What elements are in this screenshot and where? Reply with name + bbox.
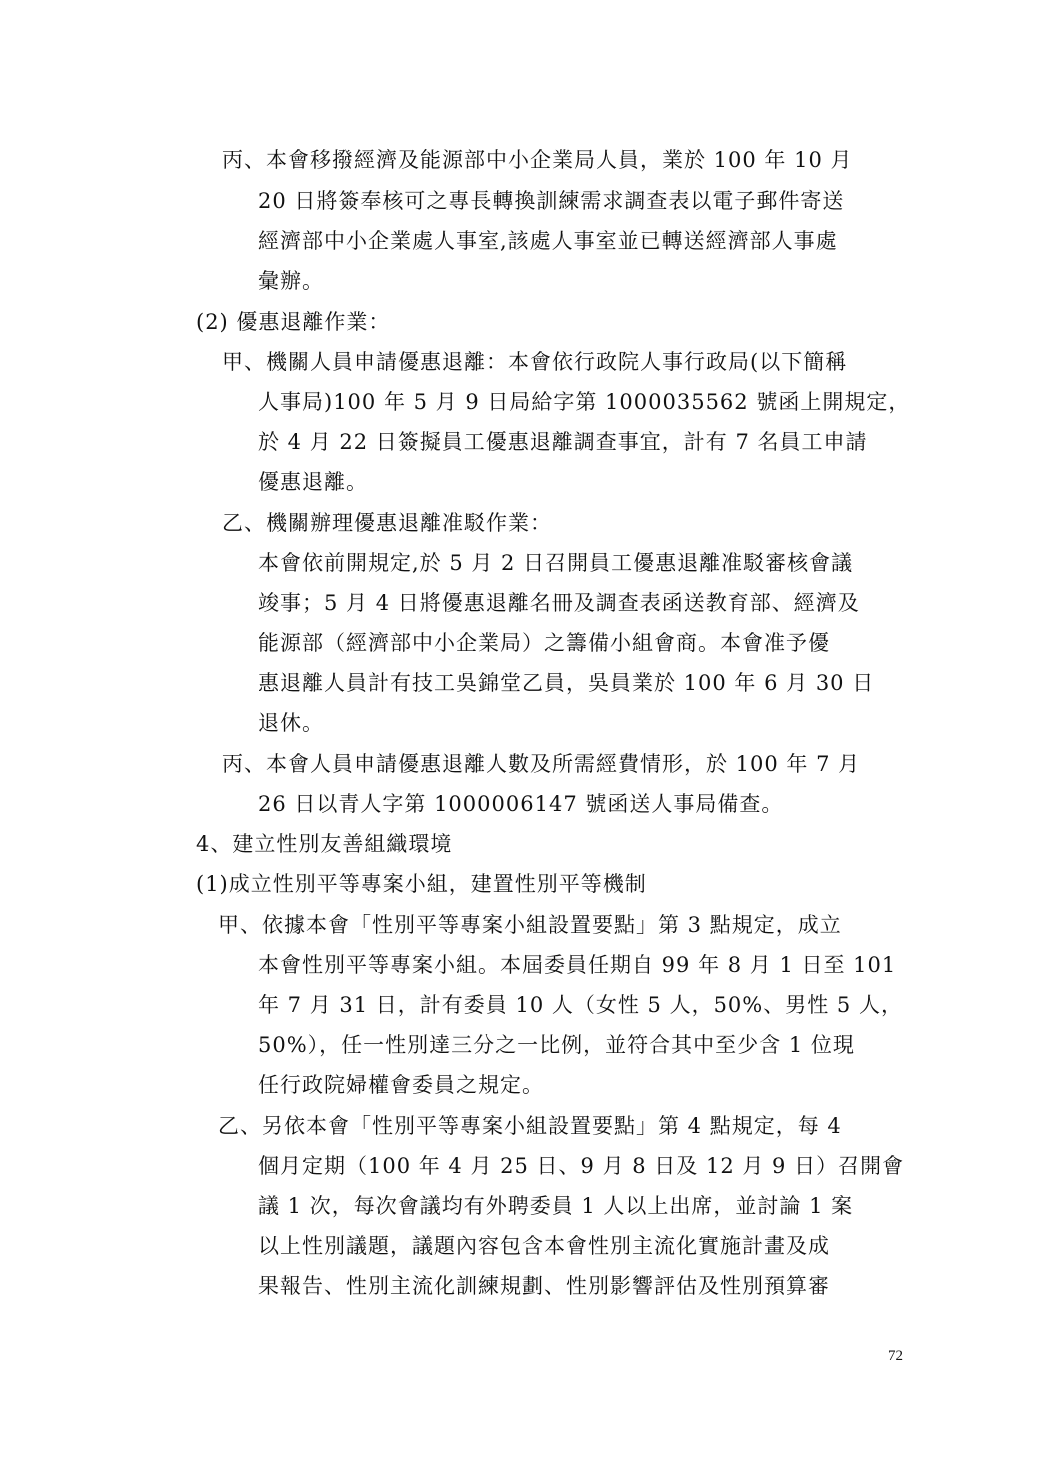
text-line: 於 4 月 22 日簽擬員工優惠退離調查事宜，計有 7 名員工申請: [258, 430, 868, 454]
text-line: 年 7 月 31 日，計有委員 10 人（女性 5 人，50%、男性 5 人，: [258, 993, 903, 1017]
text-line: 26 日以青人字第 1000006147 號函送人事局備查。: [258, 792, 784, 816]
text-line: 優惠退離。: [258, 470, 368, 494]
text-line: 20 日將簽奉核可之專長轉換訓練需求調查表以電子郵件寄送: [258, 189, 845, 213]
text-line: 退休。: [258, 711, 324, 735]
text-line: 甲、機關人員申請優惠退離：本會依行政院人事行政局(以下簡稱: [222, 350, 848, 374]
page-number: 72: [888, 1348, 903, 1364]
section-heading: (2) 優惠退離作業：: [196, 310, 391, 334]
text-line: 乙、另依本會「性別平等專案小組設置要點」第 4 點規定，每 4: [218, 1114, 842, 1138]
text-line: 本會性別平等專案小組。本屆委員任期自 99 年 8 月 1 日至 101: [258, 953, 897, 977]
text-line: 甲、依據本會「性別平等專案小組設置要點」第 3 點規定，成立: [218, 913, 842, 937]
section-heading: 4、建立性別友善組織環境: [196, 832, 453, 856]
text-line: 惠退離人員計有技工吳錦堂乙員，吳員業於 100 年 6 月 30 日: [258, 671, 875, 695]
text-line: 50%），任一性別達三分之一比例，並符合其中至少含 1 位現: [258, 1033, 855, 1057]
text-line: 本會依前開規定,於 5 月 2 日召開員工優惠退離准駁審核會議: [258, 551, 854, 575]
text-line: 竣事；5 月 4 日將優惠退離名冊及調查表函送教育部、經濟及: [258, 591, 860, 615]
section-heading: (1)成立性別平等專案小組，建置性別平等機制: [196, 872, 647, 896]
text-line: 人事局)100 年 5 月 9 日局給字第 1000035562 號函上開規定，: [258, 390, 911, 414]
text-line: 個月定期（100 年 4 月 25 日、9 月 8 日及 12 月 9 日）召開會: [258, 1154, 905, 1178]
text-line: 議 1 次，每次會議均有外聘委員 1 人以上出席，並討論 1 案: [258, 1194, 854, 1218]
text-line: 丙、本會移撥經濟及能源部中小企業局人員，業於 100 年 10 月: [222, 148, 853, 172]
text-line: 任行政院婦權會委員之規定。: [258, 1073, 544, 1097]
text-line: 彙辦。: [258, 269, 324, 293]
text-line: 丙、本會人員申請優惠退離人數及所需經費情形，於 100 年 7 月: [222, 752, 861, 776]
text-line: 乙、機關辦理優惠退離准駁作業：: [222, 511, 552, 535]
text-line: 能源部（經濟部中小企業局）之籌備小組會商。本會准予優: [258, 631, 830, 655]
text-line: 經濟部中小企業處人事室,該處人事室並已轉送經濟部人事處: [258, 229, 838, 253]
text-line: 果報告、性別主流化訓練規劃、性別影響評估及性別預算審: [258, 1274, 830, 1298]
text-line: 以上性別議題，議題內容包含本會性別主流化實施計畫及成: [258, 1234, 830, 1258]
